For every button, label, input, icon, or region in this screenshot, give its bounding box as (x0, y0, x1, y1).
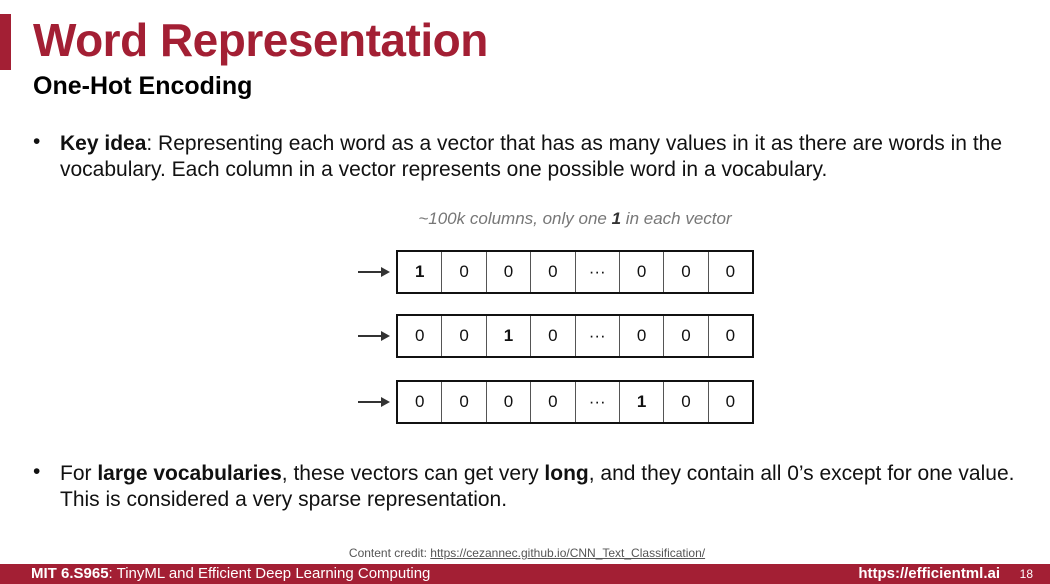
arrow-right-icon (358, 335, 382, 337)
vector-cell: 0 (531, 382, 575, 422)
vector-cell: 0 (620, 316, 664, 356)
vector-cell: 0 (725, 392, 736, 411)
footer-course-code: MIT 6.S965 (31, 565, 109, 582)
vector-cell-ellipsis: ··· (576, 316, 620, 356)
vector-cell: 1 (487, 316, 531, 356)
title-accent-bar (0, 14, 11, 70)
vector-cell: 0 (442, 316, 486, 356)
vector-cell: 0 (398, 316, 442, 356)
caption-pre: ~100k columns, only one (418, 209, 612, 228)
vector-cell: 1 (398, 252, 442, 292)
bullet-bold-key-idea: Key idea (60, 132, 147, 155)
vector-cell: 0 (664, 252, 708, 292)
credit-label: Content credit: (348, 546, 431, 560)
vector-cell: 0 (442, 252, 486, 292)
bullet-part: For (60, 462, 98, 485)
vector-cell: 0 (664, 382, 708, 422)
footer-url[interactable]: https://efficientml.ai (858, 565, 1000, 582)
one-hot-vector (396, 314, 754, 358)
credit-link[interactable]: https://cezannec.github.io/CNN_Text_Classification/ (430, 546, 706, 560)
bullet-bold-large-vocabularies: large vocabularies (97, 462, 282, 485)
footer-course (31, 565, 430, 582)
vector-cell: 0 (487, 382, 531, 422)
bullet-bold-long: long (544, 462, 589, 485)
vector-cell: 0 (531, 252, 575, 292)
footer-course-name: : TinyML and Efficient Deep Learning Computing (108, 565, 431, 582)
bullet-part: , and they contain all 0’s except for one value. This is considered a very sparse representation. (60, 462, 1015, 511)
vector-cell: 0 (487, 252, 531, 292)
bullet-key-idea (33, 131, 1023, 183)
vector-cell-ellipsis: ··· (576, 382, 620, 422)
vector-cell: 1 (620, 382, 664, 422)
vector-cell: 0 (725, 262, 736, 281)
vector-cell: 0 (442, 382, 486, 422)
arrow-right-icon (358, 271, 382, 273)
vector-cell: 0 (398, 382, 442, 422)
bullet-text (60, 461, 1023, 513)
one-hot-vector (396, 380, 754, 424)
bullet-dot-icon: • (33, 460, 41, 483)
caption-post: in each vector (621, 209, 732, 228)
one-hot-vector (396, 250, 754, 294)
bullet-part: , these vectors can get very (281, 462, 545, 485)
page-number: 18 (1019, 567, 1033, 581)
vector-cell: 0 (664, 316, 708, 356)
footer-bar (0, 564, 1050, 584)
diagram-caption (0, 209, 1050, 229)
slide-title: Word Representation (33, 14, 488, 66)
arrow-right-icon (358, 401, 382, 403)
bullet-dot-icon: • (33, 130, 41, 153)
vector-cell-ellipsis: ··· (576, 252, 620, 292)
vector-cell: 0 (531, 316, 575, 356)
vector-cell: 0 (620, 252, 664, 292)
caption-bold: 1 (611, 209, 622, 228)
content-credit (0, 546, 1050, 560)
bullet-large-vocabularies (33, 461, 1023, 513)
bullet-text (60, 131, 1023, 183)
vector-cell: 0 (725, 326, 736, 345)
slide-subtitle: One-Hot Encoding (33, 72, 253, 100)
bullet-body: : Representing each word as a vector that has as many values in it as there are words in the vocabulary. Each column in a vector represents one possible word in a vocabulary. (60, 132, 1003, 181)
